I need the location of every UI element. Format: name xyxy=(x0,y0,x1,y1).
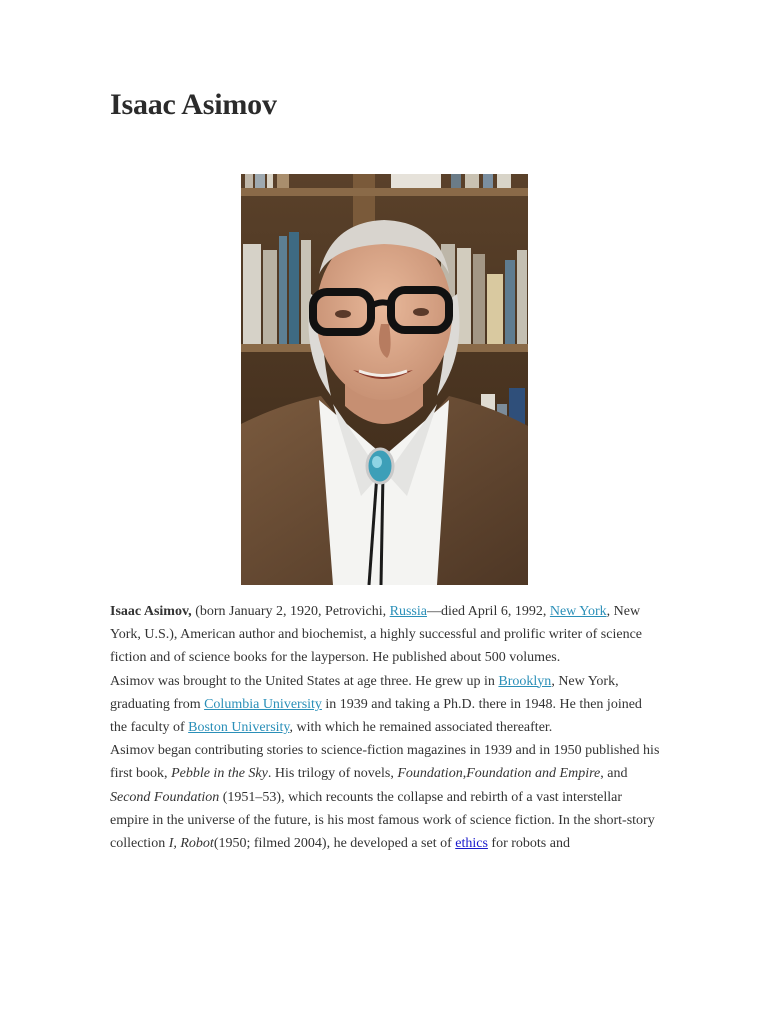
paragraph xyxy=(110,739,660,855)
article-body xyxy=(110,600,660,855)
text-run: , New York, U.S.), American author and biochemist, a highly successful and prolific writer of science fiction and of science books for the layperson. He published about 500 volumes. xyxy=(110,604,642,666)
italic-text: I, Robot xyxy=(168,836,214,852)
text-run: (born January 2, 1920, Petrovichi, xyxy=(191,604,390,619)
portrait-photo xyxy=(241,174,528,585)
text-run: (1951–53), which recounts the collapse and rebirth of a vast interstellar empire in the universe of the future, is his most famous work of science fiction. In the short-story collection xyxy=(110,789,655,852)
link-brooklyn[interactable]: Brooklyn xyxy=(498,673,552,689)
text-run: , xyxy=(462,766,467,782)
text-run: (1950; filmed 2004), he developed a set of xyxy=(213,836,456,852)
page-title: Isaac Asimov xyxy=(110,88,277,121)
italic-text: Second Foundation xyxy=(110,789,220,805)
text-run: . His trilogy of novels, xyxy=(267,766,398,782)
text-run: Asimov began contributing stories to science-fiction magazines in 1939 and in 1950 published his first book, xyxy=(110,743,660,782)
text-run: —died April 6, 1992, xyxy=(426,604,550,619)
paragraph xyxy=(110,670,660,740)
text-run: Asimov was brought to the United States at age three. He grew up in xyxy=(110,673,499,689)
link-new-york[interactable]: New York xyxy=(549,604,607,619)
text-run: , with which he remained associated thereafter. xyxy=(289,720,553,736)
link-ethics[interactable]: ethics xyxy=(455,836,488,852)
italic-text: Foundation and Empire xyxy=(466,766,601,782)
link-russia[interactable]: Russia xyxy=(389,604,427,619)
italic-text: Pebble in the Sky xyxy=(171,766,268,782)
bold-text: Isaac Asimov, xyxy=(110,604,192,619)
paragraph xyxy=(110,600,660,670)
text-run: , and xyxy=(600,766,628,782)
text-run: in 1939 and taking a Ph.D. there in 1948. He then joined the faculty of xyxy=(110,696,642,736)
link-boston-university[interactable]: Boston University xyxy=(188,720,290,736)
italic-text: Foundation xyxy=(397,766,463,782)
text-run: , New York, graduating from xyxy=(110,673,619,712)
text-run: for robots and xyxy=(487,836,570,852)
link-columbia-university[interactable]: Columbia University xyxy=(204,696,322,712)
